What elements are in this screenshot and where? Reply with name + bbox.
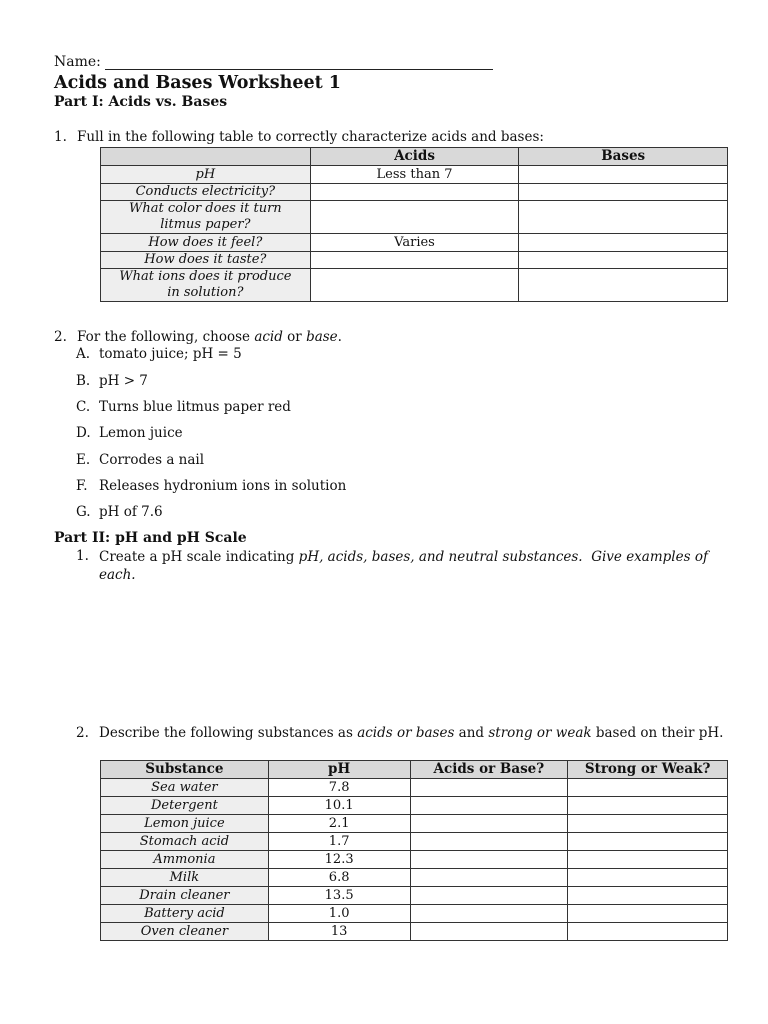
row-label: pH bbox=[101, 166, 311, 184]
part1-title: Part I: Acids vs. Bases bbox=[54, 94, 228, 110]
acid-base-cell[interactable] bbox=[410, 779, 568, 797]
table-row bbox=[101, 869, 728, 887]
substance-cell: Stomach acid bbox=[101, 833, 269, 851]
substance-cell: Battery acid bbox=[101, 905, 269, 923]
acid-base-cell[interactable] bbox=[410, 869, 568, 887]
table-row bbox=[101, 923, 728, 941]
name-blank[interactable] bbox=[105, 56, 493, 70]
table-row bbox=[101, 887, 728, 905]
acid-base-cell[interactable] bbox=[410, 851, 568, 869]
table-header-acids: Acids bbox=[310, 148, 519, 166]
bases-cell[interactable] bbox=[519, 234, 728, 252]
acid-base-cell[interactable] bbox=[410, 923, 568, 941]
acids-cell[interactable]: Less than 7 bbox=[310, 166, 519, 184]
name-field bbox=[54, 54, 493, 70]
option-g: G. pH of 7.6 bbox=[76, 504, 163, 520]
acid-base-cell[interactable] bbox=[410, 815, 568, 833]
acids-cell[interactable] bbox=[310, 269, 519, 302]
acid-base-cell[interactable] bbox=[410, 887, 568, 905]
name-label: Name: bbox=[54, 54, 101, 70]
strong-weak-cell[interactable] bbox=[568, 869, 728, 887]
header-strong-weak: Strong or Weak? bbox=[568, 761, 728, 779]
table-header-row bbox=[101, 761, 728, 779]
strong-weak-cell[interactable] bbox=[568, 923, 728, 941]
acids-cell[interactable] bbox=[310, 201, 519, 234]
table-row bbox=[101, 201, 728, 234]
strong-weak-cell[interactable] bbox=[568, 887, 728, 905]
table-header-blank bbox=[101, 148, 311, 166]
table-header-row bbox=[101, 148, 728, 166]
row-label: What ions does it produce in solution? bbox=[101, 269, 311, 302]
bases-cell[interactable] bbox=[519, 269, 728, 302]
strong-weak-cell[interactable] bbox=[568, 833, 728, 851]
ph-scale-answer-area[interactable] bbox=[100, 590, 720, 705]
row-label: How does it feel? bbox=[101, 234, 311, 252]
strong-weak-cell[interactable] bbox=[568, 779, 728, 797]
ph-cell: 13 bbox=[268, 923, 410, 941]
table-row bbox=[101, 833, 728, 851]
acid-base-cell[interactable] bbox=[410, 833, 568, 851]
table-row bbox=[101, 252, 728, 269]
part2-q2-text: Describe the following substances as acids or bases and strong or weak based on their pH. bbox=[99, 725, 724, 741]
acids-bases-table bbox=[100, 147, 728, 302]
worksheet-title: Acids and Bases Worksheet 1 bbox=[54, 73, 341, 93]
substance-cell: Milk bbox=[101, 869, 269, 887]
substances-table bbox=[100, 760, 728, 941]
table-row bbox=[101, 851, 728, 869]
substance-cell: Drain cleaner bbox=[101, 887, 269, 905]
table-row bbox=[101, 166, 728, 184]
ph-cell: 1.7 bbox=[268, 833, 410, 851]
ph-cell: 1.0 bbox=[268, 905, 410, 923]
table-row bbox=[101, 234, 728, 252]
part1-q2: 2. For the following, choose acid or base. bbox=[54, 329, 342, 345]
option-b: B. pH > 7 bbox=[76, 373, 148, 389]
bases-cell[interactable] bbox=[519, 252, 728, 269]
table-header-bases: Bases bbox=[519, 148, 728, 166]
ph-cell: 10.1 bbox=[268, 797, 410, 815]
table-row bbox=[101, 269, 728, 302]
substance-cell: Lemon juice bbox=[101, 815, 269, 833]
option-c: C. Turns blue litmus paper red bbox=[76, 399, 291, 415]
row-label: Conducts electricity? bbox=[101, 184, 311, 201]
ph-cell: 6.8 bbox=[268, 869, 410, 887]
part2-q1: 1. Create a pH scale indicating pH, acids, bases, and neutral substances. Give examples of each. bbox=[76, 548, 716, 584]
ph-cell: 13.5 bbox=[268, 887, 410, 905]
header-ph: pH bbox=[268, 761, 410, 779]
table-row bbox=[101, 779, 728, 797]
strong-weak-cell[interactable] bbox=[568, 815, 728, 833]
ph-cell: 7.8 bbox=[268, 779, 410, 797]
option-a: A. tomato juice; pH = 5 bbox=[76, 346, 242, 362]
header-substance: Substance bbox=[101, 761, 269, 779]
header-acid-base: Acids or Base? bbox=[410, 761, 568, 779]
part1-q1-text: Full in the following table to correctly characterize acids and bases: bbox=[77, 129, 544, 145]
part2-q1-text: Create a pH scale indicating pH, acids, bases, and neutral substances. Give examples of each. bbox=[99, 549, 708, 583]
row-label: How does it taste? bbox=[101, 252, 311, 269]
ph-cell: 12.3 bbox=[268, 851, 410, 869]
part2-q2: 2. Describe the following substances as acids or bases and strong or weak based on their pH. bbox=[76, 725, 724, 741]
bases-cell[interactable] bbox=[519, 201, 728, 234]
option-f: F. Releases hydronium ions in solution bbox=[76, 478, 347, 494]
table-row bbox=[101, 797, 728, 815]
option-d: D. Lemon juice bbox=[76, 425, 183, 441]
substance-cell: Sea water bbox=[101, 779, 269, 797]
part1-q2-text: For the following, choose acid or base. bbox=[77, 329, 342, 345]
strong-weak-cell[interactable] bbox=[568, 905, 728, 923]
row-label: What color does it turn litmus paper? bbox=[101, 201, 311, 234]
acids-cell[interactable] bbox=[310, 252, 519, 269]
substance-cell: Ammonia bbox=[101, 851, 269, 869]
option-e: E. Corrodes a nail bbox=[76, 452, 205, 468]
bases-cell[interactable] bbox=[519, 166, 728, 184]
substance-cell: Detergent bbox=[101, 797, 269, 815]
strong-weak-cell[interactable] bbox=[568, 797, 728, 815]
acid-base-cell[interactable] bbox=[410, 905, 568, 923]
part2-title: Part II: pH and pH Scale bbox=[54, 530, 247, 546]
substance-cell: Oven cleaner bbox=[101, 923, 269, 941]
table-row bbox=[101, 905, 728, 923]
part1-q1: 1. Full in the following table to correctly characterize acids and bases: bbox=[54, 129, 544, 145]
acids-cell[interactable]: Varies bbox=[310, 234, 519, 252]
table-row bbox=[101, 815, 728, 833]
table-row bbox=[101, 184, 728, 201]
acids-cell[interactable] bbox=[310, 184, 519, 201]
bases-cell[interactable] bbox=[519, 184, 728, 201]
acid-base-cell[interactable] bbox=[410, 797, 568, 815]
strong-weak-cell[interactable] bbox=[568, 851, 728, 869]
ph-cell: 2.1 bbox=[268, 815, 410, 833]
